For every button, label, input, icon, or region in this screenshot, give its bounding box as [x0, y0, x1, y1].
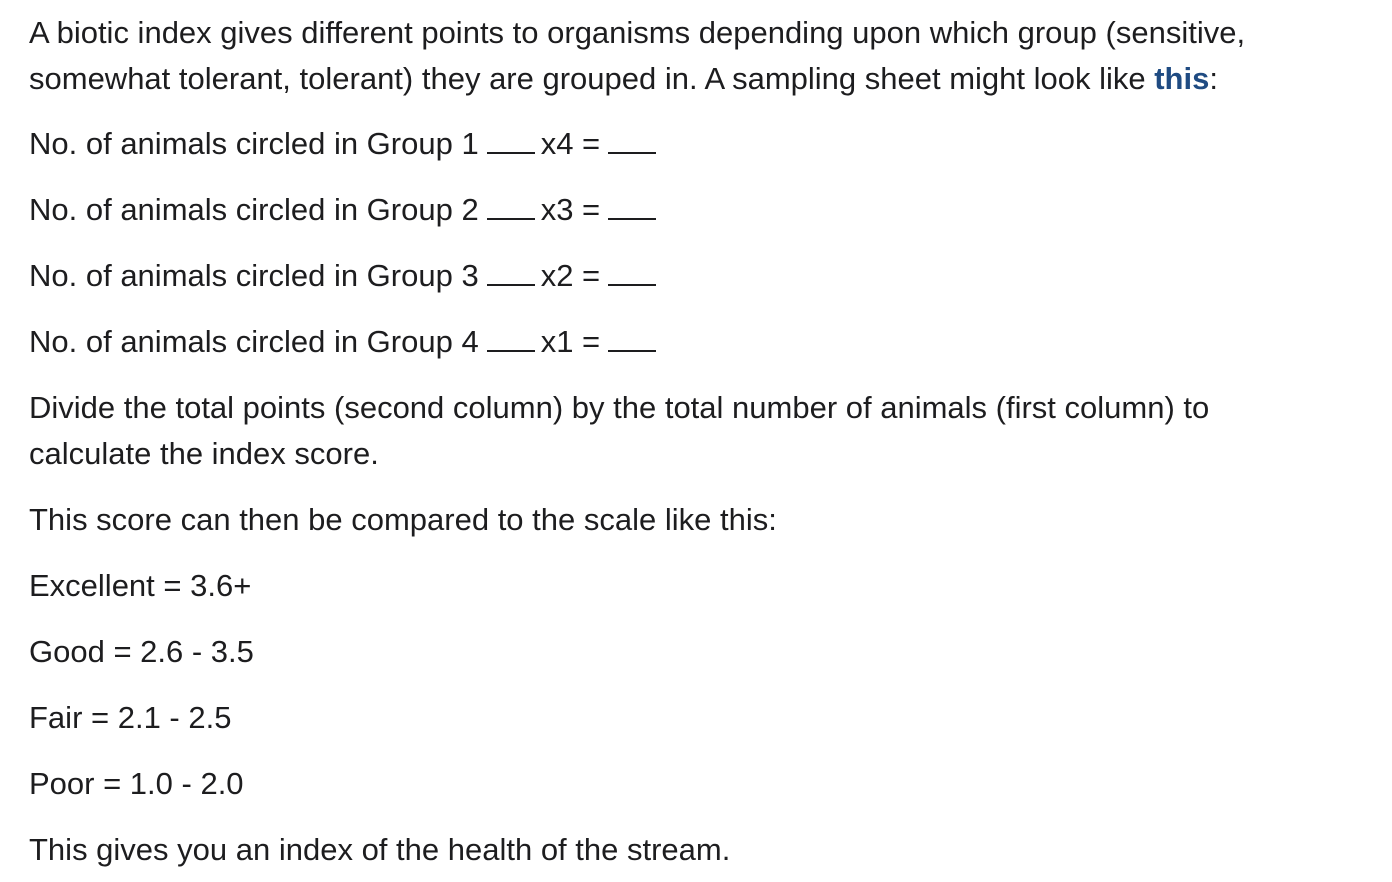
- group-row-1: [29, 121, 656, 167]
- intro-paragraph: [29, 10, 1369, 102]
- count-blank: [487, 260, 535, 286]
- count-blank: [487, 194, 535, 220]
- group-label: No. of animals circled in Group 3: [29, 258, 479, 293]
- group-row-3: [29, 253, 656, 299]
- scale-good: Good = 2.6 - 3.5: [29, 634, 254, 669]
- points-blank: [608, 194, 656, 220]
- divide-paragraph: Divide the total points (second column) by the total number of animals (first column) to calculate the index score.: [29, 390, 1210, 471]
- multiplier: x2 =: [540, 258, 601, 293]
- multiplier: x4 =: [540, 126, 601, 161]
- group-label: No. of animals circled in Group 4: [29, 324, 479, 359]
- closing-paragraph: This gives you an index of the health of the stream.: [29, 832, 731, 867]
- scale-fair: Fair = 2.1 - 2.5: [29, 700, 232, 735]
- group-label: No. of animals circled in Group 1: [29, 126, 479, 161]
- sampling-sheet-link[interactable]: this: [1154, 61, 1210, 96]
- intro-text: A biotic index gives different points to organisms depending upon which group (sensitive, somewhat tolerant, tolerant) they are grouped in. A sampling sheet might look like: [29, 15, 1246, 96]
- count-blank: [487, 128, 535, 154]
- group-label: No. of animals circled in Group 2: [29, 192, 479, 227]
- points-blank: [608, 128, 656, 154]
- compare-paragraph: This score can then be compared to the scale like this:: [29, 502, 777, 537]
- group-row-2: [29, 187, 656, 233]
- points-blank: [608, 260, 656, 286]
- scale-excellent: Excellent = 3.6+: [29, 568, 252, 603]
- multiplier: x1 =: [540, 324, 601, 359]
- points-blank: [608, 326, 656, 352]
- multiplier: x3 =: [540, 192, 601, 227]
- group-row-4: [29, 319, 656, 365]
- scale-poor: Poor = 1.0 - 2.0: [29, 766, 244, 801]
- count-blank: [487, 326, 535, 352]
- intro-colon: :: [1209, 61, 1218, 96]
